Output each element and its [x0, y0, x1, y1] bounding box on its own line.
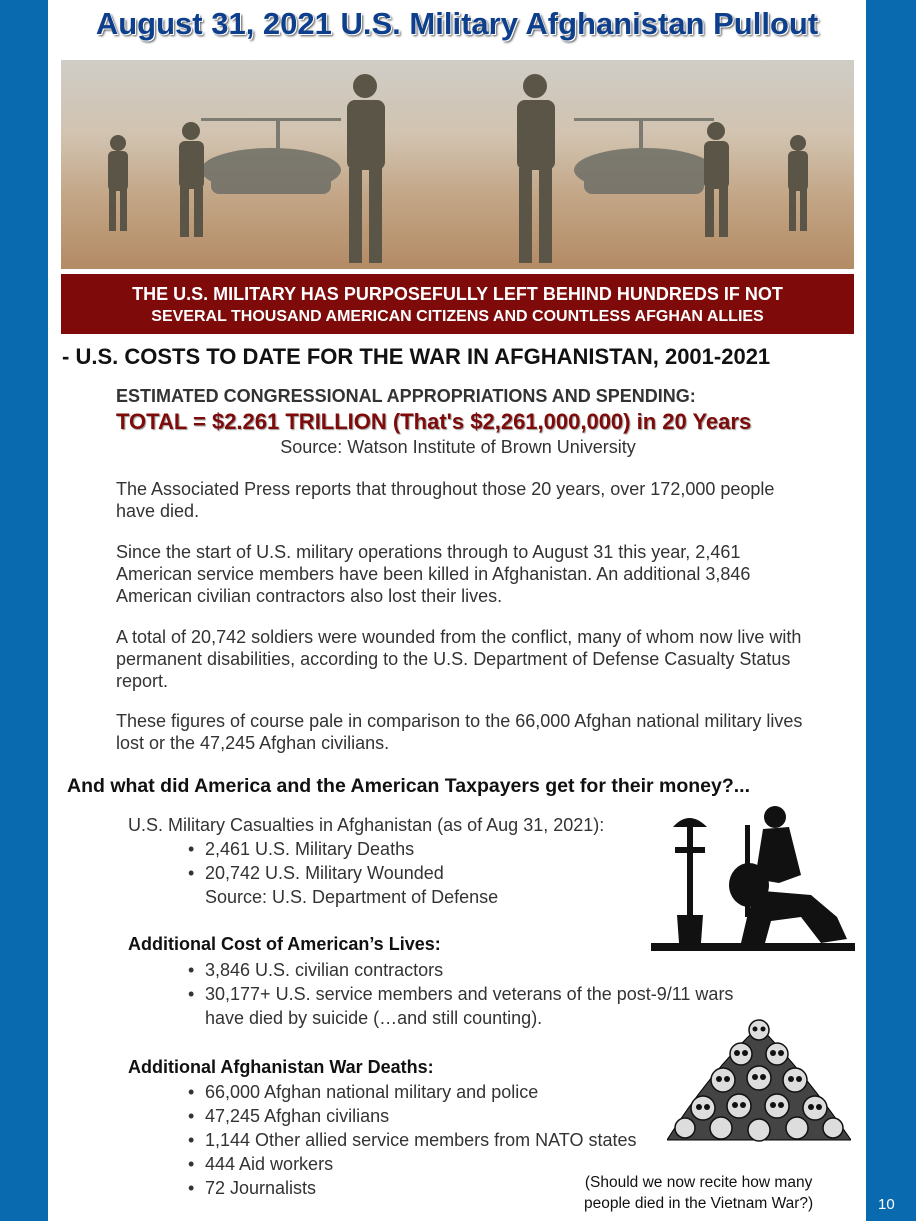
warning-banner: [61, 274, 854, 334]
note-line-2: people died in the Vietnam War?): [584, 1195, 814, 1212]
afghan-deaths-heading: Additional Afghanistan War Deaths:: [128, 1057, 434, 1077]
list-item-text: 47,245 Afghan civilians: [205, 1106, 390, 1126]
list-item-text: 20,742 U.S. Military Wounded: [205, 863, 444, 883]
list-item: [188, 1176, 637, 1200]
paragraph-service-members: Since the start of U.S. military operations through to August 31 this year, 2,461 American service members have been killed in Afghanistan. An additional 3,846 American civilian contractors also lost their lives.: [116, 542, 751, 606]
list-item-text: 3,846 U.S. civilian contractors: [205, 960, 444, 980]
vietnam-note: [584, 1172, 813, 1214]
page-title: August 31, 2021 U.S. Military Afghanistan Pullout: [95, 6, 819, 41]
list-item: [188, 861, 498, 909]
costs-total: TOTAL = $2.261 TRILLION (That's $2,261,000,000) in 20 Years: [116, 409, 752, 434]
list-item-text: 1,144 Other allied service members from NATO states: [205, 1130, 637, 1150]
list-item: [188, 1128, 637, 1152]
costs-subheading: ESTIMATED CONGRESSIONAL APPROPRIATIONS AND SPENDING:: [116, 386, 696, 406]
list-item: [188, 1104, 637, 1128]
costs-heading: - U.S. COSTS TO DATE FOR THE WAR IN AFGHANISTAN, 2001-2021: [62, 344, 771, 369]
list-item: [188, 837, 498, 861]
list-item-text: 30,177+ U.S. service members and veterans of the post-9/11 wars: [205, 984, 734, 1004]
additional-cost-heading: Additional Cost of American’s Lives:: [128, 934, 441, 954]
paragraph-wounded: A total of 20,742 soldiers were wounded from the conflict, many of whom now live with permanent disabilities, according to the U.S. Department of Defense Casualty Status report.: [116, 627, 802, 691]
casualties-source: Source: U.S. Department of Defense: [205, 887, 499, 907]
casualties-title: U.S. Military Casualties in Afghanistan (as of Aug 31, 2021):: [128, 815, 605, 835]
list-item: [188, 1152, 637, 1176]
list-item-text: 66,000 Afghan national military and police: [205, 1082, 539, 1102]
banner-line-2: SEVERAL THOUSAND AMERICAN CITIZENS AND COUNTLESS AFGHAN ALLIES: [151, 308, 764, 325]
costs-source: Source: Watson Institute of Brown University: [280, 437, 636, 457]
kneeling-soldier-memorial-icon: [651, 805, 855, 951]
note-line-1: (Should we now recite how many: [584, 1174, 813, 1191]
paragraph-afghan-losses: These figures of course pale in comparison to the 66,000 Afghan national military lives lost or the 47,245 Afghan civilians.: [116, 711, 803, 753]
page-number: 10: [878, 1196, 895, 1213]
soldiers-helicopters-photo: [61, 60, 854, 269]
list-item-text: 444 Aid workers: [205, 1154, 334, 1174]
additional-cost-list: [188, 958, 733, 1030]
list-item: [188, 1080, 637, 1104]
list-item-continuation: have died by suicide (…and still counting).: [205, 1008, 543, 1028]
list-item-text: 72 Journalists: [205, 1178, 317, 1198]
skull-pile-icon: [667, 1016, 851, 1142]
afghan-deaths-list: [188, 1080, 637, 1200]
list-item-text: 2,461 U.S. Military Deaths: [205, 839, 415, 859]
list-item: [188, 982, 733, 1030]
list-item: [188, 958, 733, 982]
question-heading: And what did America and the American Taxpayers get for their money?...: [67, 775, 751, 797]
paragraph-deaths: The Associated Press reports that throughout those 20 years, over 172,000 people have died.: [116, 479, 775, 521]
casualties-list: [188, 837, 498, 909]
banner-line-1: THE U.S. MILITARY HAS PURPOSEFULLY LEFT BEHIND HUNDREDS IF NOT: [132, 284, 783, 304]
